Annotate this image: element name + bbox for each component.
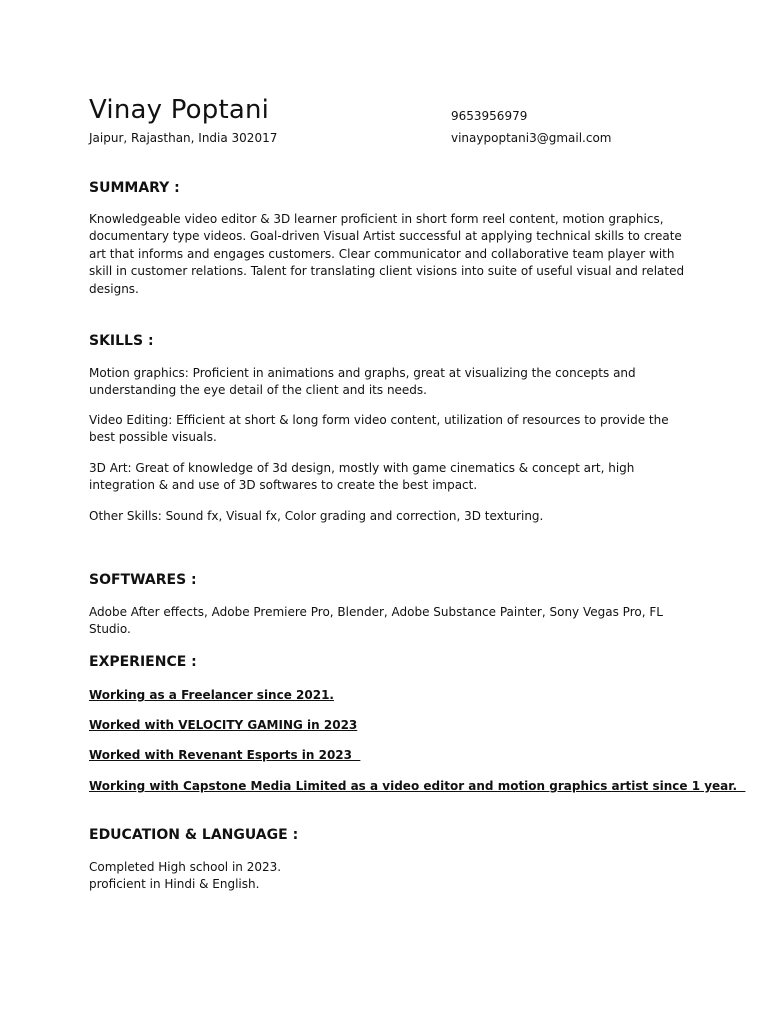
candidate-address: Jaipur, Rajasthan, India 302017 [89, 131, 278, 145]
experience-item-freelancer: Working as a Freelancer since 2021. [89, 688, 334, 702]
education-line-language: proficient in Hindi & English. [89, 877, 260, 892]
candidate-phone: 9653956979 [451, 109, 528, 123]
experience-heading: EXPERIENCE : [89, 654, 197, 670]
education-text [89, 859, 689, 894]
skill-motion-graphics: Motion graphics: Proficient in animations and graphs, great at visualizing the concepts and understanding the eye detail of the client and its needs. [89, 366, 636, 398]
candidate-email: vinaypoptani3@gmail.com [451, 131, 612, 145]
candidate-name: Vinay Poptani [89, 95, 270, 125]
skill-video-editing: Video Editing: Efficient at short & long form video content, utilization of resources to provide the best possible visuals. [89, 413, 669, 445]
softwares-heading: SOFTWARES : [89, 572, 197, 588]
education-line-school: Completed High school in 2023. [89, 860, 282, 874]
experience-item-capstone-media: Working with Capstone Media Limited as a video editor and motion graphics artist since 1 year. [89, 779, 746, 793]
education-heading: EDUCATION & LANGUAGE : [89, 827, 299, 843]
softwares-text: Adobe After effects, Adobe Premiere Pro, Blender, Adobe Substance Painter, Sony Vegas Pro, FL Studio. [89, 605, 663, 637]
experience-item-revenant-esports: Worked with Revenant Esports in 2023 [89, 748, 361, 762]
summary-heading: SUMMARY : [89, 180, 180, 196]
skill-3d-art: 3D Art: Great of knowledge of 3d design, mostly with game cinematics & concept art, high integration & and use of 3D softwares to create the best impact. [89, 461, 635, 493]
experience-item-velocity-gaming: Worked with VELOCITY GAMING in 2023 [89, 718, 358, 732]
skills-heading: SKILLS : [89, 333, 154, 349]
skill-other: Other Skills: Sound fx, Visual fx, Color grading and correction, 3D texturing. [89, 509, 544, 523]
summary-text: Knowledgeable video editor & 3D learner proficient in short form reel content, motion graphics, documentary type videos. Goal-driven Visual Artist successful at applying technical skills to create art that informs and engages customers. Clear communicator and collaborative team player with skill in customer relations. Talent for translating client visions into suite of useful visual and related designs. [89, 212, 685, 296]
